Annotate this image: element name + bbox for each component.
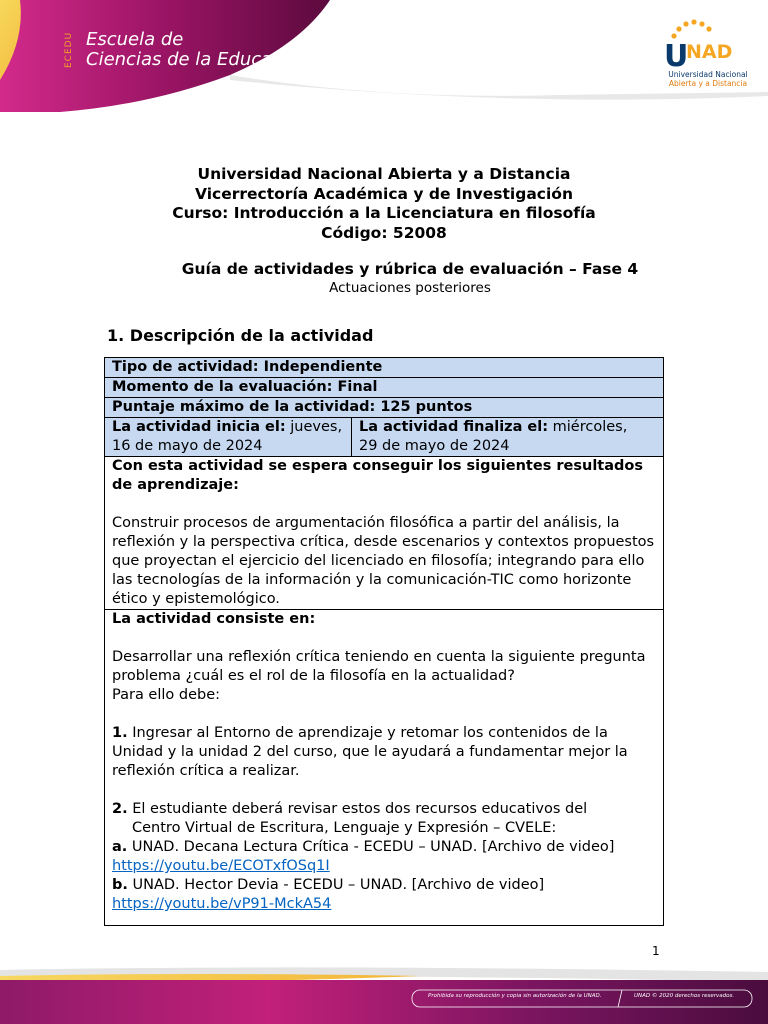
section-title: 1. Descripción de la actividad — [107, 326, 374, 345]
page-number: 1 — [652, 944, 660, 958]
start-date-label: La actividad inicia el: — [112, 419, 286, 435]
guide-subtitle: Actuaciones posteriores — [329, 280, 491, 296]
unad-subtitle — [658, 70, 758, 88]
outcomes-text: Construir procesos de argumentación filosófica a partir del análisis, la reflexión y la perspectiva crítica, desde escenarios y contextos propuestos que proyectan el ejercicio del licenciado en filosofía; integrando para ello las tecnologías de la información y la comunicación-TIC como horizonte ético y epistemológico. — [112, 515, 655, 607]
title-university: Universidad Nacional Abierta y a Distancia — [197, 165, 571, 183]
step-1-text: Ingresar al Entorno de aprendizaje y retomar los contenidos de la Unidad y la unidad 2 del curso, que le ayudará a fundamentar mejor la reflexión crítica a realizar. — [112, 725, 628, 779]
activity-type: Tipo de actividad: Independiente — [105, 358, 664, 378]
unad-sub-line1: Universidad Nacional — [668, 70, 748, 79]
resource-a — [112, 838, 656, 857]
consists-intro: Desarrollar una reflexión crítica teniendo en cuenta la siguiente pregunta problema ¿cuál es el rol de la filosofía en la actualidad? — [112, 649, 646, 684]
resource-b-label: b. — [112, 877, 128, 893]
step-1-number: 1. — [112, 725, 128, 741]
activity-table — [104, 357, 664, 926]
consists-heading: La actividad consiste en: — [112, 611, 316, 627]
resource-b-link[interactable]: https://youtu.be/vP91-MckA54 — [112, 896, 332, 912]
step-2 — [112, 800, 656, 819]
consists-intro2: Para ello debe: — [112, 687, 221, 703]
logo-nad: NAD — [686, 41, 733, 63]
document-titles — [0, 165, 768, 243]
max-score: Puntaje máximo de la actividad: 125 puntos — [105, 398, 664, 418]
resource-a-link[interactable]: https://youtu.be/ECOTxfOSq1I — [112, 858, 330, 874]
resource-a-label: a. — [112, 839, 128, 855]
unad-sub-line2: Abierta y a Distancia — [668, 79, 748, 88]
resource-a-text: UNAD. Decana Lectura Crítica - ECEDU – UNAD. [Archivo de video] — [127, 839, 615, 855]
resource-b — [112, 876, 656, 895]
school-name — [86, 30, 310, 70]
step-2-text: El estudiante deberá revisar estos dos recursos educativos del — [127, 801, 588, 817]
learning-outcomes-cell — [105, 457, 664, 610]
start-date-value: 16 de mayo de 2024 — [112, 438, 263, 454]
ecedu-tag: ECEDU — [64, 31, 74, 69]
start-date-day: jueves, — [285, 419, 343, 435]
step-1 — [112, 724, 656, 781]
activity-consists-cell — [105, 610, 664, 926]
title-course: Curso: Introducción a la Licenciatura en filosofía — [172, 204, 596, 222]
footer-copyright: UNAD © 2020 derechos reservados. — [634, 993, 735, 999]
resource-b-text: UNAD. Hector Devia - ECEDU – UNAD. [Archivo de video] — [127, 877, 545, 893]
school-name-line1: Escuela de — [86, 29, 184, 50]
footer-notice: Prohibida su reproducción y copia sin autorización de la UNAD. — [428, 993, 602, 999]
outcomes-heading: Con esta actividad se espera conseguir los siguientes resultados de aprendizaje: — [112, 458, 643, 493]
step-2-number: 2. — [112, 801, 128, 817]
school-name-line2: Ciencias de la Educación — [86, 49, 310, 70]
table-row — [105, 418, 664, 457]
end-date-cell — [352, 418, 664, 457]
table-row — [105, 358, 664, 378]
end-date-day: miércoles, — [548, 419, 628, 435]
end-date-label: La actividad finaliza el: — [359, 419, 549, 435]
table-row — [105, 457, 664, 610]
start-date-cell — [105, 418, 352, 457]
guide-title: Guía de actividades y rúbrica de evaluación – Fase 4 — [181, 260, 639, 278]
evaluation-moment: Momento de la evaluación: Final — [105, 378, 664, 398]
table-row — [105, 610, 664, 926]
title-code: Código: 52008 — [321, 223, 447, 242]
table-row — [105, 378, 664, 398]
title-vicerrectoria: Vicerrectoría Académica y de Investigación — [195, 184, 573, 203]
step-2-text-cont: Centro Virtual de Escritura, Lenguaje y Expresión – CVELE: — [132, 820, 557, 836]
table-row — [105, 398, 664, 418]
end-date-value: 29 de mayo de 2024 — [359, 438, 510, 454]
logo-u: U — [664, 39, 689, 74]
